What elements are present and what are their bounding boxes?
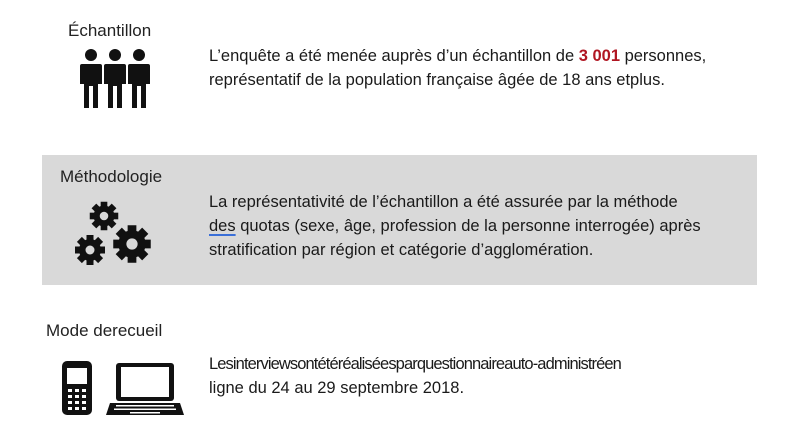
section-title-mode-recueil: Mode derecueil [46,321,163,340]
text-line: ligne du 24 au 29 septembre 2018. [209,379,465,397]
text-line: quotas (sexe, âge, profession de la personne interrogée) après [235,217,701,235]
text-line: représentatif de la population française âgée de 18 ans etplus. [209,71,665,89]
section-title-echantillon: Échantillon [68,21,152,40]
section-title-methodologie: Méthodologie [60,167,163,186]
gears-icon [74,198,158,272]
section-text-echantillon [209,44,706,92]
section-text-methodologie [209,190,701,262]
text-line: Lesinterviewsontétéréaliséesparquestionnaireauto-administréen [209,355,621,373]
text-line: stratification par région et catégorie d’agglomération. [209,241,594,259]
text-line: personnes, [620,47,707,65]
text-line: La représentativité de l’échantillon a été assurée par la méthode [209,193,678,211]
text-line: L’enquête a été menée auprès d’un échantillon de [209,47,579,65]
underlined-word: des [209,217,236,235]
section-text-mode-recueil [209,352,621,400]
laptop-icon [106,361,184,417]
sample-size-highlight: 3 001 [578,47,620,65]
phone-icon [60,359,94,417]
people-icon [80,48,150,110]
